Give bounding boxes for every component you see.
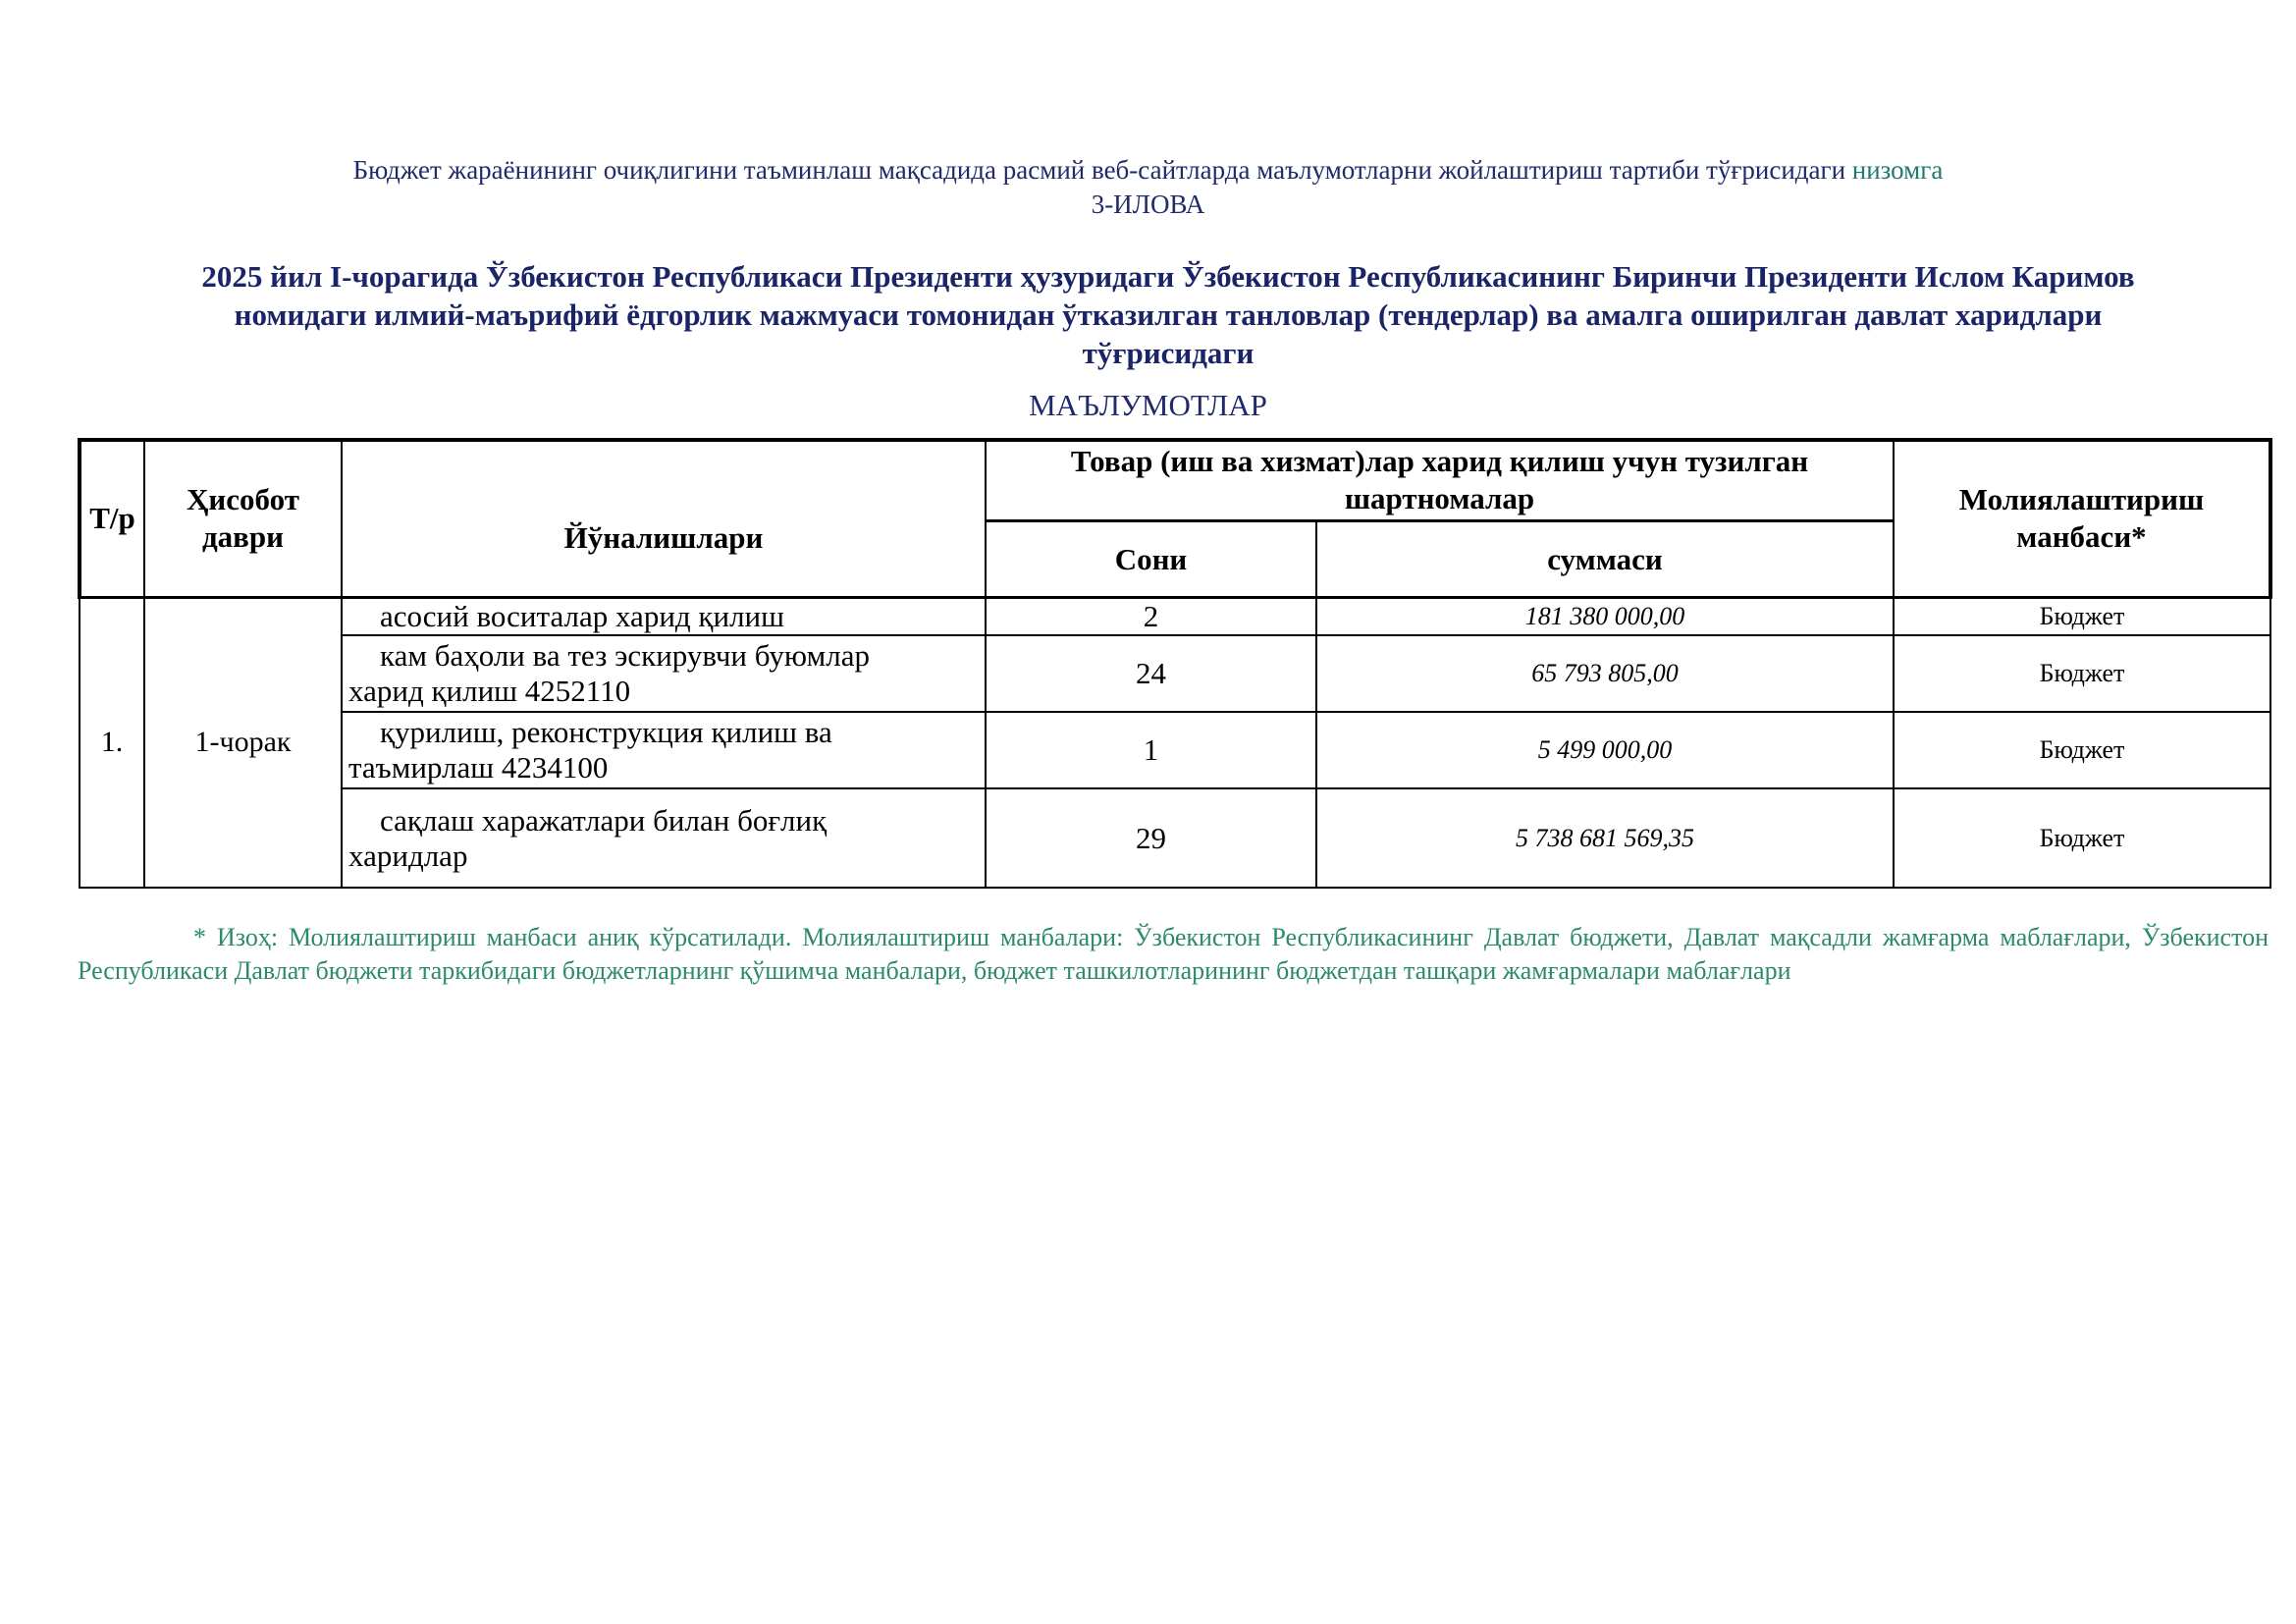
regulation-reference-text: Бюджет жараёнининг очиқлигини таъминлаш мақсадида расмий веб-сайтларда маълумотларни жойлаштириш тартиби тўғрисидаги [352, 155, 1852, 185]
procurement-table [78, 438, 2272, 889]
appendix-number: 3-ИЛОВА [1091, 189, 1205, 219]
direction-cell: қурилиш, реконструкция қилиш ва таъмирлаш 4234100 [342, 712, 986, 788]
document-title-line-3: тўғрисидаги [1082, 336, 1255, 370]
table-row [80, 788, 2270, 888]
count-cell: 29 [986, 788, 1316, 888]
header-directions: Йўналишлари [342, 440, 986, 597]
direction-cell: сақлаш харажатлари билан боғлиқ харидлар [342, 788, 986, 888]
source-cell: Бюджет [1894, 788, 2270, 888]
header-funding-source: Молиялаштириш манбаси* [1894, 440, 2270, 597]
header-number: Т/р [80, 440, 144, 597]
sum-cell: 65 793 805,00 [1316, 635, 1894, 712]
header-period: Ҳисобот даври [144, 440, 342, 597]
document-title [108, 257, 2228, 372]
header-count: Сони [986, 520, 1316, 597]
count-cell: 24 [986, 635, 1316, 712]
direction-cell: кам баҳоли ва тез эскирувчи буюмлар харид қилиш 4252110 [342, 635, 986, 712]
row-number: 1. [80, 597, 144, 888]
source-cell: Бюджет [1894, 635, 2270, 712]
row-period: 1-чорак [144, 597, 342, 888]
sum-cell: 5 499 000,00 [1316, 712, 1894, 788]
count-cell: 2 [986, 597, 1316, 635]
direction-cell: асосий воситалар харид қилиш [342, 597, 986, 635]
source-cell: Бюджет [1894, 712, 2270, 788]
document-subtitle: МАЪЛУМОТЛАР [1029, 388, 1267, 422]
table-row [80, 712, 2270, 788]
header-sum: суммаси [1316, 520, 1894, 597]
table-row [80, 597, 2270, 635]
regulation-link[interactable]: низомга [1851, 155, 1944, 185]
table-row [80, 635, 2270, 712]
document-title-line-1: 2025 йил I-чорагида Ўзбекистон Республикаси Президенти ҳузуридаги Ўзбекистон Республикасининг Биринчи Президенти Ислом Каримов [201, 259, 2135, 294]
footnote: * Изоҳ: Молиялаштириш манбаси аниқ кўрсатилади. Молиялаштириш манбалари: Ўзбекистон Республикасининг Давлат бюджети, Давлат мақсадли жамғарма маблағлари, Ўзбекистон Республикаси Давлат бюджети таркибидаги бюджетларнинг қўшимча манбалари, бюджет ташкилотларининг бюджетдан ташқари жамғармалари маблағлари [78, 923, 2269, 985]
source-cell: Бюджет [1894, 597, 2270, 635]
sum-cell: 5 738 681 569,35 [1316, 788, 1894, 888]
header-contracts: Товар (иш ва хизмат)лар харид қилиш учун тузилган шартномалар [986, 440, 1894, 520]
document-title-line-2: номидаги илмий-маърифий ёдгорлик мажмуаси томонидан ўтказилган танловлар (тендерлар) ва амалга оширилган давлат харидлари [234, 298, 2103, 332]
regulation-reference [0, 155, 2296, 186]
count-cell: 1 [986, 712, 1316, 788]
sum-cell: 181 380 000,00 [1316, 597, 1894, 635]
